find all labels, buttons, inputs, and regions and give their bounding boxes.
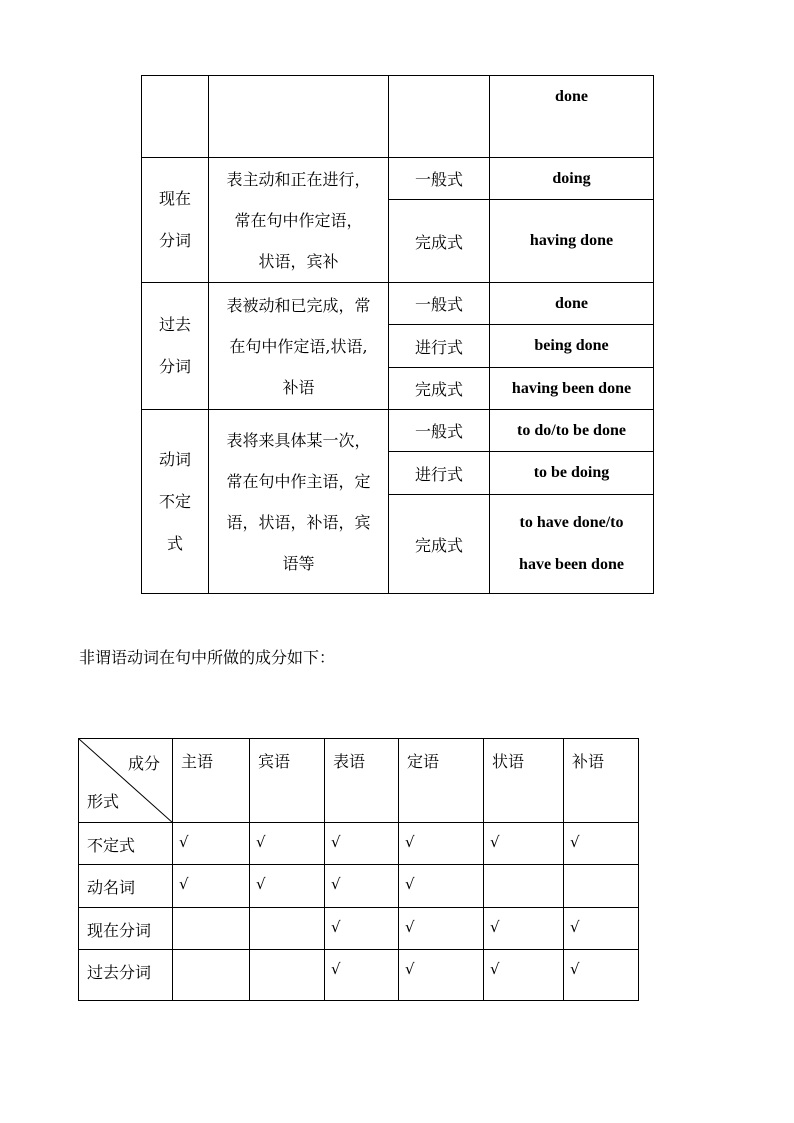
column-header: 定语 <box>399 739 484 823</box>
form-cell: to be doing <box>490 452 654 495</box>
desc-line: 表主动和正在进行， <box>226 169 371 189</box>
table-row <box>79 950 639 1001</box>
group-name-cell <box>142 283 209 410</box>
table-row <box>142 158 654 200</box>
group-name-line: 分词 <box>158 231 191 250</box>
desc-line: 表将来具体某一次， <box>226 430 371 450</box>
row-header: 现在分词 <box>79 908 173 950</box>
form-cell: being done <box>490 325 654 368</box>
desc-line: 在句中作定语,状语, <box>229 336 368 356</box>
diagonal-header-cell <box>79 739 173 823</box>
check-cell: √ <box>250 865 325 908</box>
column-header: 表语 <box>325 739 399 823</box>
check-cell: √ <box>564 823 639 865</box>
tense-cell: 进行式 <box>389 452 490 495</box>
check-cell: √ <box>250 823 325 865</box>
form-line: have been done <box>519 556 624 573</box>
desc-line: 常在句中作定语， <box>234 210 363 230</box>
check-cell: √ <box>325 865 399 908</box>
group-name-line: 现在 <box>158 189 191 208</box>
form-cell: done <box>490 283 654 325</box>
check-cell: √ <box>484 823 564 865</box>
form-cell: having been done <box>490 368 654 410</box>
table-row <box>142 76 654 158</box>
table-cell <box>142 76 209 158</box>
desc-line: 表被动和已完成，常 <box>226 295 371 315</box>
tense-cell: 完成式 <box>389 368 490 410</box>
group-name-line: 分词 <box>158 357 191 376</box>
row-header: 过去分词 <box>79 950 173 1001</box>
tense-cell: 一般式 <box>389 158 490 200</box>
form-cell: done <box>490 76 654 158</box>
form-cell: having done <box>490 200 654 283</box>
check-cell <box>250 908 325 950</box>
header-row <box>79 739 639 823</box>
desc-line: 补语 <box>282 377 315 397</box>
check-cell: √ <box>564 950 639 1001</box>
group-name-line: 动词 <box>158 449 191 469</box>
desc-line: 状语，宾补 <box>258 251 339 271</box>
check-cell <box>564 865 639 908</box>
verb-forms-table <box>141 75 654 594</box>
table-cell <box>389 76 490 158</box>
group-name-cell <box>142 410 209 594</box>
tense-cell: 一般式 <box>389 283 490 325</box>
table-row <box>142 283 654 325</box>
table-cell <box>209 76 389 158</box>
table-row <box>142 410 654 452</box>
tense-cell: 进行式 <box>389 325 490 368</box>
form-cell <box>490 495 654 594</box>
group-name-line: 过去 <box>158 315 191 334</box>
check-cell: √ <box>484 908 564 950</box>
group-desc-cell <box>209 283 389 410</box>
check-cell <box>250 950 325 1001</box>
check-cell: √ <box>484 950 564 1001</box>
section-heading: 非谓语动词在句中所做的成分如下： <box>79 648 336 667</box>
check-cell: √ <box>399 950 484 1001</box>
form-cell: to do/to be done <box>490 410 654 452</box>
check-cell <box>173 950 250 1001</box>
column-header: 宾语 <box>250 739 325 823</box>
check-cell: √ <box>325 823 399 865</box>
sentence-components-table <box>78 738 639 1001</box>
check-cell: √ <box>564 908 639 950</box>
check-cell <box>484 865 564 908</box>
form-line: to have done/to <box>519 514 624 531</box>
check-cell: √ <box>399 823 484 865</box>
check-cell: √ <box>325 908 399 950</box>
check-cell: √ <box>399 865 484 908</box>
corner-label-component: 成分 <box>127 754 160 773</box>
column-header: 状语 <box>484 739 564 823</box>
row-header: 动名词 <box>79 865 173 908</box>
check-cell: √ <box>173 823 250 865</box>
check-cell <box>173 908 250 950</box>
group-name-line: 不定 <box>158 491 191 511</box>
desc-line: 语等 <box>282 553 315 573</box>
table-row <box>79 823 639 865</box>
tense-cell: 一般式 <box>389 410 490 452</box>
column-header: 主语 <box>173 739 250 823</box>
table-row <box>79 865 639 908</box>
group-desc-cell <box>209 158 389 283</box>
column-header: 补语 <box>564 739 639 823</box>
row-header: 不定式 <box>79 823 173 865</box>
form-cell: doing <box>490 158 654 200</box>
tense-cell: 完成式 <box>389 495 490 594</box>
group-desc-cell <box>209 410 389 594</box>
corner-label-form: 形式 <box>87 792 120 811</box>
check-cell: √ <box>173 865 250 908</box>
table-row <box>79 908 639 950</box>
group-name-line: 式 <box>166 533 183 553</box>
desc-line: 常在句中作主语，定 <box>226 471 371 491</box>
desc-line: 语，状语，补语，宾 <box>226 512 371 532</box>
check-cell: √ <box>399 908 484 950</box>
tense-cell: 完成式 <box>389 200 490 283</box>
check-cell: √ <box>325 950 399 1001</box>
group-name-cell <box>142 158 209 283</box>
